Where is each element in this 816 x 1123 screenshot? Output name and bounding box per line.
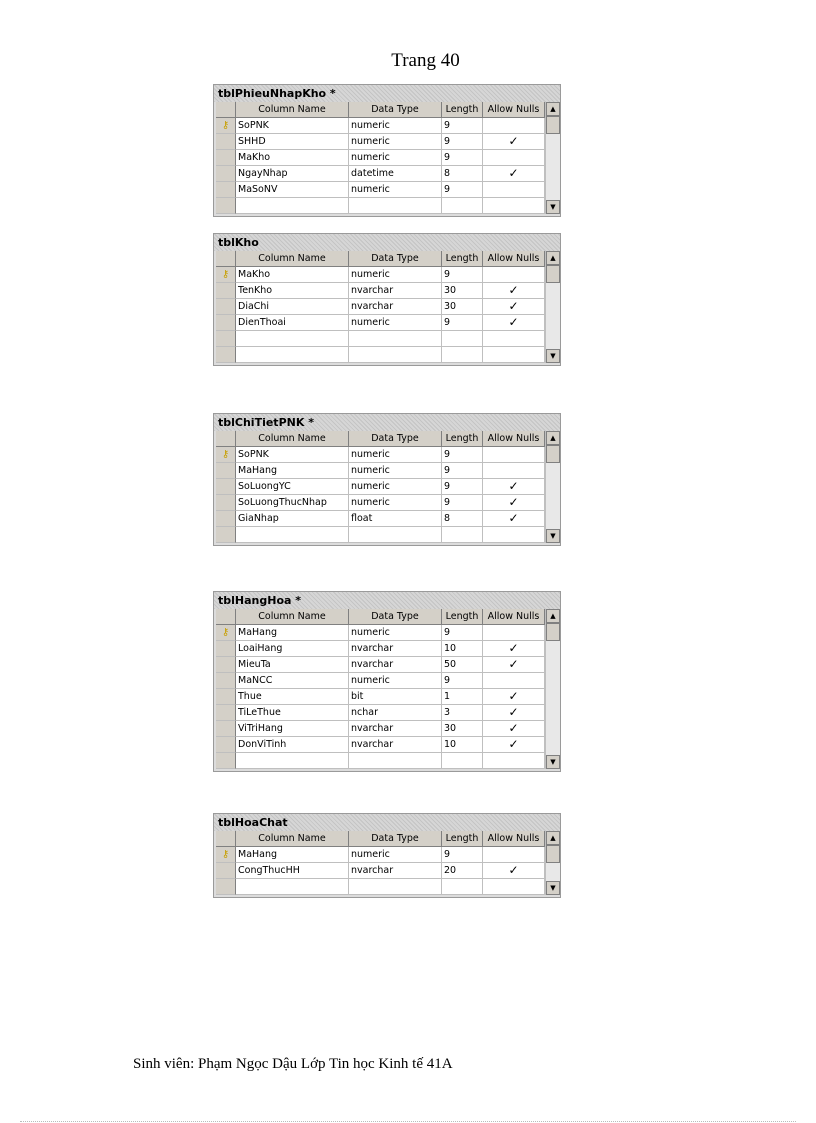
column-row[interactable] [216,847,560,863]
row-selector[interactable] [216,673,236,689]
column-name-cell[interactable]: DienThoai [236,315,349,331]
column-header[interactable]: Allow Nulls [483,431,545,447]
row-selector[interactable] [216,753,236,769]
row-selector[interactable] [216,689,236,705]
row-selector[interactable] [216,495,236,511]
length-cell[interactable]: 9 [442,479,483,495]
data-type-cell[interactable]: nvarchar [349,299,442,315]
check-icon: ✓ [508,495,519,509]
column-row[interactable] [216,166,560,182]
column-row[interactable] [216,118,560,134]
empty-row[interactable] [216,198,560,214]
row-selector[interactable] [216,347,236,363]
row-selector[interactable] [216,447,236,463]
table-title[interactable]: tblKho [214,234,560,251]
row-selector[interactable] [216,863,236,879]
check-icon: ✓ [508,641,519,655]
length-cell[interactable]: 9 [442,118,483,134]
column-row[interactable] [216,721,560,737]
column-header[interactable]: Data Type [349,609,442,625]
header-selector [216,102,236,118]
table-title[interactable]: tblHangHoa * [214,592,560,609]
empty-cell[interactable] [483,347,545,363]
data-type-cell[interactable]: nvarchar [349,863,442,879]
check-icon: ✓ [508,479,519,493]
length-cell[interactable]: 9 [442,447,483,463]
table-title[interactable]: tblHoaChat [214,814,560,831]
column-header[interactable]: Allow Nulls [483,251,545,267]
column-row[interactable] [216,863,560,879]
row-selector[interactable] [216,527,236,543]
check-icon: ✓ [508,721,519,735]
data-type-cell[interactable]: bit [349,689,442,705]
column-grid [216,102,560,214]
scroll-thumb[interactable] [546,445,560,463]
data-type-cell[interactable]: datetime [349,166,442,182]
column-grid [216,831,560,895]
row-selector[interactable] [216,625,236,641]
table-tblPhieuNhapKho[interactable] [213,84,561,217]
data-type-cell[interactable]: float [349,511,442,527]
table-title[interactable]: tblChiTietPNK * [214,414,560,431]
row-selector[interactable] [216,182,236,198]
row-selector[interactable] [216,641,236,657]
length-cell[interactable]: 30 [442,299,483,315]
column-name-cell[interactable]: ViTriHang [236,721,349,737]
allow-nulls-cell[interactable] [483,134,545,150]
column-row[interactable] [216,511,560,527]
column-name-cell[interactable]: MaNCC [236,673,349,689]
empty-cell[interactable] [442,753,483,769]
column-name-cell[interactable]: MaHang [236,463,349,479]
column-name-cell[interactable]: MaKho [236,267,349,283]
column-header[interactable]: Column Name [236,609,349,625]
check-icon: ✓ [508,863,519,877]
length-cell[interactable]: 10 [442,641,483,657]
data-type-cell[interactable]: numeric [349,447,442,463]
column-row[interactable] [216,625,560,641]
data-type-cell[interactable]: nvarchar [349,737,442,753]
allow-nulls-cell[interactable] [483,463,545,479]
empty-cell[interactable] [349,347,442,363]
data-type-cell[interactable]: nvarchar [349,641,442,657]
column-header[interactable]: Length [442,609,483,625]
length-cell[interactable]: 9 [442,673,483,689]
row-selector[interactable] [216,118,236,134]
column-name-cell[interactable]: SoLuongYC [236,479,349,495]
scroll-up-arrow-icon[interactable]: ▲ [546,251,560,265]
column-row[interactable] [216,299,560,315]
check-icon: ✓ [508,134,519,148]
data-type-cell[interactable]: nvarchar [349,657,442,673]
column-name-cell[interactable]: SoLuongThucNhap [236,495,349,511]
empty-cell[interactable] [483,331,545,347]
scroll-up-arrow-icon[interactable]: ▲ [546,102,560,116]
data-type-cell[interactable]: numeric [349,625,442,641]
allow-nulls-cell[interactable] [483,166,545,182]
column-name-cell[interactable]: MaHang [236,847,349,863]
column-name-cell[interactable]: MieuTa [236,657,349,673]
row-selector[interactable] [216,166,236,182]
column-name-cell[interactable]: LoaiHang [236,641,349,657]
scroll-thumb[interactable] [546,265,560,283]
length-cell[interactable]: 9 [442,495,483,511]
allow-nulls-cell[interactable] [483,315,545,331]
column-row[interactable] [216,447,560,463]
header-selector [216,609,236,625]
vertical-scrollbar[interactable] [545,609,560,769]
column-grid [216,251,560,363]
column-name-cell[interactable]: SHHD [236,134,349,150]
length-cell[interactable]: 9 [442,315,483,331]
allow-nulls-cell[interactable] [483,863,545,879]
column-header[interactable]: Column Name [236,102,349,118]
primary-key-icon: ⚷ [221,120,230,131]
empty-cell[interactable] [349,879,442,895]
scroll-up-arrow-icon[interactable]: ▲ [546,831,560,845]
check-icon: ✓ [508,689,519,703]
empty-cell[interactable] [442,527,483,543]
row-selector[interactable] [216,879,236,895]
column-row[interactable] [216,705,560,721]
scroll-down-arrow-icon[interactable]: ▼ [546,755,560,769]
check-icon: ✓ [508,315,519,329]
check-icon: ✓ [508,657,519,671]
column-grid [216,609,560,769]
length-cell[interactable]: 9 [442,625,483,641]
empty-cell[interactable] [349,527,442,543]
column-name-cell[interactable]: DiaChi [236,299,349,315]
column-header[interactable]: Allow Nulls [483,609,545,625]
allow-nulls-cell[interactable] [483,657,545,673]
table-title[interactable]: tblPhieuNhapKho * [214,85,560,102]
check-icon: ✓ [508,737,519,751]
primary-key-icon: ⚷ [221,449,230,460]
header-selector [216,831,236,847]
allow-nulls-cell[interactable] [483,721,545,737]
data-type-cell[interactable]: nchar [349,705,442,721]
row-selector[interactable] [216,299,236,315]
column-name-cell[interactable]: MaHang [236,625,349,641]
column-header[interactable]: Column Name [236,831,349,847]
empty-cell[interactable] [483,879,545,895]
length-cell[interactable]: 50 [442,657,483,673]
column-row[interactable] [216,150,560,166]
check-icon: ✓ [508,299,519,313]
data-type-cell[interactable]: numeric [349,847,442,863]
page-bottom-rule [20,1121,796,1122]
length-cell[interactable]: 9 [442,847,483,863]
table-tblKho[interactable] [213,233,561,366]
row-selector[interactable] [216,150,236,166]
empty-row[interactable] [216,753,560,769]
length-cell[interactable]: 9 [442,134,483,150]
length-cell[interactable]: 8 [442,166,483,182]
check-icon: ✓ [508,166,519,180]
data-type-cell[interactable]: numeric [349,673,442,689]
column-row[interactable] [216,641,560,657]
column-row[interactable] [216,267,560,283]
column-header[interactable]: Length [442,102,483,118]
column-header[interactable]: Data Type [349,431,442,447]
empty-cell[interactable] [349,331,442,347]
header-row [216,609,560,625]
column-row[interactable] [216,689,560,705]
scroll-up-arrow-icon[interactable]: ▲ [546,609,560,623]
empty-cell[interactable] [349,198,442,214]
column-row[interactable] [216,495,560,511]
row-selector[interactable] [216,705,236,721]
length-cell[interactable]: 9 [442,267,483,283]
scroll-down-arrow-icon[interactable]: ▼ [546,349,560,363]
row-selector[interactable] [216,479,236,495]
column-row[interactable] [216,657,560,673]
header-row [216,431,560,447]
length-cell[interactable]: 30 [442,283,483,299]
empty-row[interactable] [216,347,560,363]
row-selector[interactable] [216,657,236,673]
primary-key-icon: ⚷ [221,269,230,280]
vertical-scrollbar[interactable] [545,831,560,895]
row-selector[interactable] [216,463,236,479]
scroll-thumb[interactable] [546,623,560,641]
allow-nulls-cell[interactable] [483,705,545,721]
empty-cell[interactable] [236,879,349,895]
length-cell[interactable]: 10 [442,737,483,753]
row-selector[interactable] [216,267,236,283]
column-row[interactable] [216,737,560,753]
empty-row[interactable] [216,331,560,347]
data-type-cell[interactable]: numeric [349,150,442,166]
column-name-cell[interactable]: SoPNK [236,447,349,463]
empty-cell[interactable] [236,753,349,769]
allow-nulls-cell[interactable] [483,625,545,641]
length-cell[interactable]: 30 [442,721,483,737]
table-tblChiTietPNK[interactable] [213,413,561,546]
row-selector[interactable] [216,198,236,214]
data-type-cell[interactable]: numeric [349,463,442,479]
empty-row[interactable] [216,879,560,895]
length-cell[interactable]: 8 [442,511,483,527]
empty-cell[interactable] [442,198,483,214]
allow-nulls-cell[interactable] [483,182,545,198]
primary-key-icon: ⚷ [221,627,230,638]
column-row[interactable] [216,463,560,479]
column-row[interactable] [216,182,560,198]
allow-nulls-cell[interactable] [483,511,545,527]
empty-cell[interactable] [442,347,483,363]
allow-nulls-cell[interactable] [483,641,545,657]
header-selector [216,251,236,267]
table-tblHangHoa[interactable] [213,591,561,772]
column-header[interactable]: Data Type [349,251,442,267]
length-cell[interactable]: 9 [442,150,483,166]
scroll-down-arrow-icon[interactable]: ▼ [546,529,560,543]
row-selector[interactable] [216,847,236,863]
length-cell[interactable]: 9 [442,182,483,198]
header-selector [216,431,236,447]
data-type-cell[interactable]: numeric [349,267,442,283]
empty-cell[interactable] [442,331,483,347]
data-type-cell[interactable]: numeric [349,134,442,150]
header-row [216,251,560,267]
allow-nulls-cell[interactable] [483,689,545,705]
column-name-cell[interactable]: MaSoNV [236,182,349,198]
allow-nulls-cell[interactable] [483,495,545,511]
row-selector[interactable] [216,331,236,347]
data-type-cell[interactable]: nvarchar [349,283,442,299]
allow-nulls-cell[interactable] [483,847,545,863]
column-row[interactable] [216,673,560,689]
column-header[interactable]: Length [442,831,483,847]
column-header[interactable]: Allow Nulls [483,102,545,118]
column-header[interactable]: Allow Nulls [483,831,545,847]
empty-cell[interactable] [483,198,545,214]
column-name-cell[interactable]: MaKho [236,150,349,166]
check-icon: ✓ [508,511,519,525]
column-name-cell[interactable]: DonViTinh [236,737,349,753]
allow-nulls-cell[interactable] [483,737,545,753]
allow-nulls-cell[interactable] [483,673,545,689]
row-selector[interactable] [216,283,236,299]
check-icon: ✓ [508,705,519,719]
column-name-cell[interactable]: TenKho [236,283,349,299]
allow-nulls-cell[interactable] [483,299,545,315]
vertical-scrollbar[interactable] [545,251,560,363]
empty-cell[interactable] [236,527,349,543]
column-name-cell[interactable]: SoPNK [236,118,349,134]
column-header[interactable]: Length [442,251,483,267]
column-name-cell[interactable]: Thue [236,689,349,705]
column-header[interactable]: Column Name [236,251,349,267]
header-row [216,831,560,847]
allow-nulls-cell[interactable] [483,118,545,134]
data-type-cell[interactable]: numeric [349,118,442,134]
allow-nulls-cell[interactable] [483,150,545,166]
column-header[interactable]: Column Name [236,431,349,447]
vertical-scrollbar[interactable] [545,102,560,214]
allow-nulls-cell[interactable] [483,447,545,463]
data-type-cell[interactable]: numeric [349,479,442,495]
scroll-up-arrow-icon[interactable]: ▲ [546,431,560,445]
empty-cell[interactable] [236,347,349,363]
column-name-cell[interactable]: CongThucHH [236,863,349,879]
length-cell[interactable]: 3 [442,705,483,721]
empty-cell[interactable] [483,753,545,769]
column-grid [216,431,560,543]
empty-cell[interactable] [236,198,349,214]
column-name-cell[interactable]: GiaNhap [236,511,349,527]
row-selector[interactable] [216,315,236,331]
data-type-cell[interactable]: numeric [349,182,442,198]
footer-student-info: Sinh viên: Phạm Ngọc Dậu Lớp Tin học Kinh tế 41A [133,1056,453,1072]
column-name-cell[interactable]: NgayNhap [236,166,349,182]
scroll-down-arrow-icon[interactable]: ▼ [546,881,560,895]
column-row[interactable] [216,283,560,299]
length-cell[interactable]: 1 [442,689,483,705]
check-icon: ✓ [508,283,519,297]
length-cell[interactable]: 9 [442,463,483,479]
allow-nulls-cell[interactable] [483,479,545,495]
empty-cell[interactable] [349,753,442,769]
data-type-cell[interactable]: nvarchar [349,721,442,737]
column-header[interactable]: Data Type [349,831,442,847]
primary-key-icon: ⚷ [221,849,230,860]
row-selector[interactable] [216,134,236,150]
row-selector[interactable] [216,737,236,753]
page-title: Trang 40 [391,50,460,71]
length-cell[interactable]: 20 [442,863,483,879]
column-row[interactable] [216,134,560,150]
scroll-thumb[interactable] [546,845,560,863]
row-selector[interactable] [216,721,236,737]
column-row[interactable] [216,479,560,495]
empty-cell[interactable] [236,331,349,347]
empty-cell[interactable] [442,879,483,895]
empty-cell[interactable] [483,527,545,543]
allow-nulls-cell[interactable] [483,283,545,299]
row-selector[interactable] [216,511,236,527]
data-type-cell[interactable]: numeric [349,315,442,331]
table-tblHoaChat[interactable] [213,813,561,898]
column-name-cell[interactable]: TiLeThue [236,705,349,721]
column-header[interactable]: Length [442,431,483,447]
header-row [216,102,560,118]
empty-row[interactable] [216,527,560,543]
column-row[interactable] [216,315,560,331]
allow-nulls-cell[interactable] [483,267,545,283]
data-type-cell[interactable]: numeric [349,495,442,511]
column-header[interactable]: Data Type [349,102,442,118]
scroll-thumb[interactable] [546,116,560,134]
vertical-scrollbar[interactable] [545,431,560,543]
scroll-down-arrow-icon[interactable]: ▼ [546,200,560,214]
